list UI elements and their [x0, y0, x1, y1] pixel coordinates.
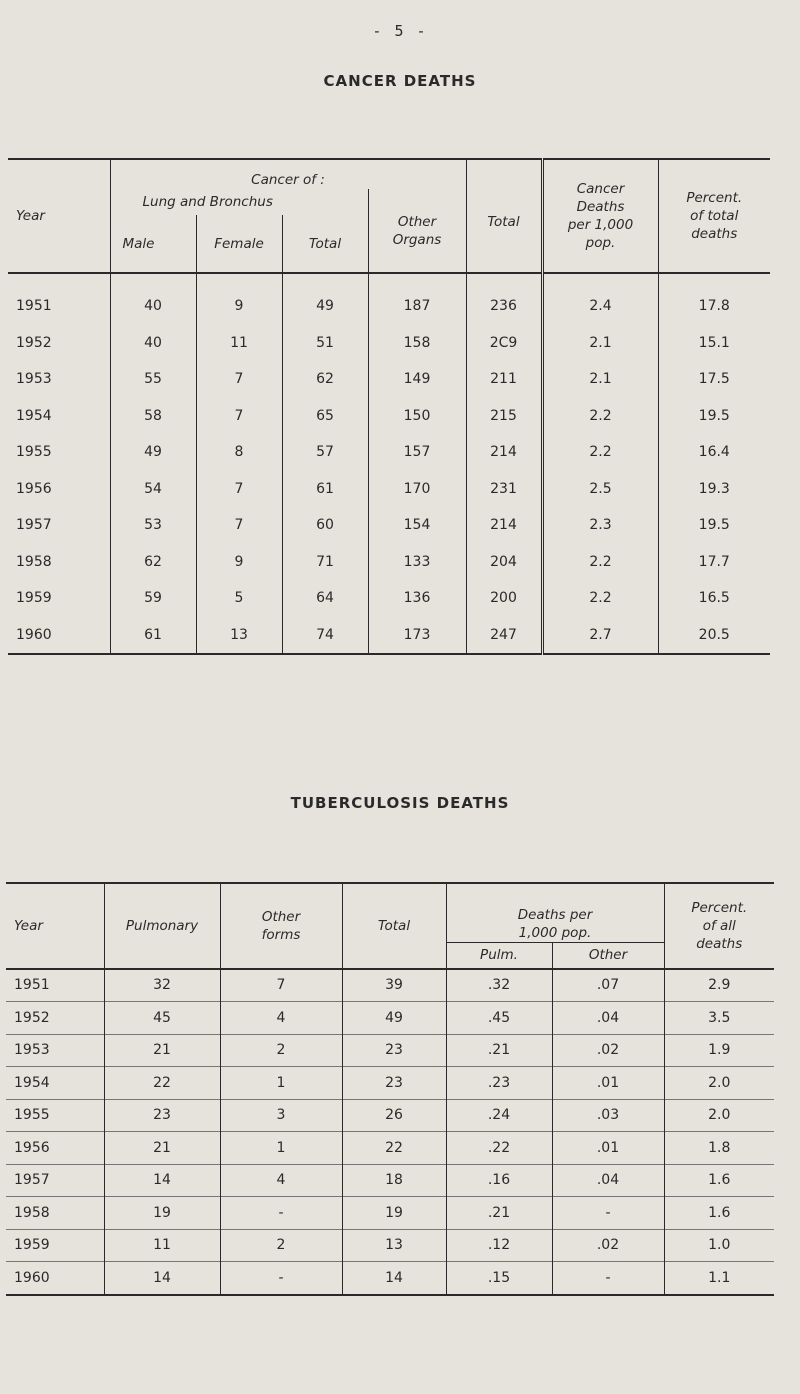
- tb-deaths-title: TUBERCULOSIS DEATHS: [290, 794, 510, 812]
- tb-col-header-total: Total: [342, 883, 446, 969]
- table-cell: .15: [446, 1262, 552, 1295]
- table-cell: 62: [110, 544, 196, 581]
- table-cell: 1.9: [664, 1034, 774, 1067]
- table-cell: 1957: [16, 517, 52, 534]
- table-cell: 9: [196, 273, 282, 325]
- table-cell: 1951: [14, 977, 50, 994]
- table-cell: 71: [282, 544, 368, 581]
- table-cell: .16: [446, 1164, 552, 1197]
- pct-header-line2: of total: [690, 208, 739, 224]
- table-cell: 1.6: [664, 1197, 774, 1230]
- table-cell: 1: [220, 1067, 342, 1100]
- tb-pct-header-line3: deaths: [696, 935, 743, 952]
- table-cell: 149: [368, 361, 466, 398]
- table-cell: .02: [552, 1229, 664, 1262]
- table-cell: .03: [552, 1099, 664, 1132]
- table-cell: 18: [342, 1164, 446, 1197]
- table-cell: 2.2: [542, 434, 658, 471]
- table-cell: 1958: [6, 1197, 104, 1230]
- table-cell: 17.8: [658, 273, 770, 325]
- pct-header-line3: deaths: [691, 226, 738, 242]
- table-cell: .24: [446, 1099, 552, 1132]
- table-cell: 14: [104, 1164, 220, 1197]
- pct-header-line1: Percent.: [686, 190, 743, 206]
- table-cell: 7: [196, 361, 282, 398]
- table-cell: -: [220, 1262, 342, 1295]
- table-cell: 61: [282, 471, 368, 508]
- table-cell: 65: [282, 398, 368, 435]
- table-cell: 26: [342, 1099, 446, 1132]
- table-cell: .45: [446, 1002, 552, 1035]
- table-cell: 15.1: [658, 325, 770, 362]
- table-cell: 4: [220, 1164, 342, 1197]
- tb-other-header-line1: Other: [261, 908, 301, 925]
- table-cell: 9: [196, 544, 282, 581]
- table-cell: 59: [110, 580, 196, 617]
- tb-deaths-per-line1: Deaths per: [517, 907, 593, 923]
- table-cell: 16.4: [658, 434, 770, 471]
- tb-col-header-deaths-per: [446, 883, 664, 943]
- cancer-deaths-title: CANCER DEATHS: [323, 72, 477, 90]
- table-cell: 49: [110, 434, 196, 471]
- table-cell: 19.5: [658, 507, 770, 544]
- col-header-cancer-of: Cancer of :: [110, 159, 466, 189]
- table-cell: 1: [220, 1132, 342, 1165]
- table-cell: 2: [220, 1229, 342, 1262]
- page-number: - 5 -: [372, 22, 428, 40]
- table-row: [8, 325, 770, 362]
- tb-col-header-percent: [664, 883, 774, 969]
- table-cell: 40: [110, 325, 196, 362]
- table-cell: 154: [368, 507, 466, 544]
- table-cell: 2.3: [542, 507, 658, 544]
- table-cell: 1954: [16, 407, 52, 424]
- table-row: [6, 1067, 774, 1100]
- rate-header-line3: per 1,000: [567, 217, 634, 233]
- table-cell: 13: [342, 1229, 446, 1262]
- table-cell: 55: [110, 361, 196, 398]
- table-cell: 204: [466, 544, 542, 581]
- table-cell: 32: [104, 969, 220, 1002]
- table-cell: 7: [196, 398, 282, 435]
- table-cell: 236: [466, 273, 542, 325]
- other-header-line1: Other: [397, 213, 437, 230]
- table-cell: 1953: [16, 371, 52, 388]
- table-cell: .21: [446, 1197, 552, 1230]
- cancer-deaths-table: [8, 158, 770, 655]
- col-header-total: Total: [466, 159, 542, 273]
- table-cell: 2.7: [542, 617, 658, 655]
- table-cell: 54: [110, 471, 196, 508]
- table-cell: 1.0: [664, 1229, 774, 1262]
- table-cell: 2.4: [542, 273, 658, 325]
- table-cell: 21: [104, 1034, 220, 1067]
- table-cell: 74: [282, 617, 368, 655]
- tb-col-header-pulmonary: Pulmonary: [104, 883, 220, 969]
- table-cell: 22: [104, 1067, 220, 1100]
- table-cell: .01: [552, 1132, 664, 1165]
- tb-deaths-per-line2: 1,000 pop.: [518, 925, 592, 941]
- table-cell: 2C9: [466, 325, 542, 362]
- table-cell: .04: [552, 1002, 664, 1035]
- table-cell: .12: [446, 1229, 552, 1262]
- table-cell: 211: [466, 361, 542, 398]
- table-cell: 39: [342, 969, 446, 1002]
- table-row: [6, 1099, 774, 1132]
- table-cell: 49: [282, 273, 368, 325]
- table-cell: 11: [196, 325, 282, 362]
- table-cell: 214: [466, 434, 542, 471]
- table-cell: 13: [196, 617, 282, 655]
- col-header-lung: Lung and Bronchus: [110, 189, 368, 215]
- table-cell: 2.2: [542, 544, 658, 581]
- rate-header-line1: Cancer: [576, 181, 625, 197]
- col-header-year: Year: [16, 208, 45, 224]
- table-cell: 1955: [16, 444, 52, 461]
- table-row: [6, 1197, 774, 1230]
- table-cell: .04: [552, 1164, 664, 1197]
- table-cell: 57: [282, 434, 368, 471]
- tb-pct-header-line1: Percent.: [691, 899, 748, 916]
- table-cell: 53: [110, 507, 196, 544]
- table-cell: 2.0: [664, 1099, 774, 1132]
- table-cell: 1.6: [664, 1164, 774, 1197]
- table-cell: 51: [282, 325, 368, 362]
- table-cell: -: [552, 1197, 664, 1230]
- table-cell: 187: [368, 273, 466, 325]
- table-cell: 5: [196, 580, 282, 617]
- table-cell: 14: [104, 1262, 220, 1295]
- table-cell: 1953: [6, 1034, 104, 1067]
- table-cell: 21: [104, 1132, 220, 1165]
- table-cell: 1957: [6, 1164, 104, 1197]
- table-row: [6, 1034, 774, 1067]
- table-cell: 19.3: [658, 471, 770, 508]
- table-cell: 2.2: [542, 580, 658, 617]
- table-row: [8, 398, 770, 435]
- table-cell: 231: [466, 471, 542, 508]
- tb-col-header-other-forms: [220, 883, 342, 969]
- rate-header-line2: Deaths: [576, 199, 625, 215]
- table-cell: 214: [466, 507, 542, 544]
- table-cell: .23: [446, 1067, 552, 1100]
- table-cell: 247: [466, 617, 542, 655]
- table-cell: 3.5: [664, 1002, 774, 1035]
- table-row: [6, 1132, 774, 1165]
- table-row: [6, 1262, 774, 1295]
- table-cell: 62: [282, 361, 368, 398]
- table-cell: 20.5: [658, 617, 770, 655]
- table-cell: 49: [342, 1002, 446, 1035]
- table-cell: 11: [104, 1229, 220, 1262]
- table-cell: 1952: [16, 334, 52, 351]
- table-cell: 1958: [16, 553, 52, 570]
- table-cell: 1960: [16, 626, 52, 643]
- table-cell: .32: [446, 969, 552, 1002]
- col-header-lung-total: Total: [282, 215, 368, 273]
- table-cell: 1959: [6, 1229, 104, 1262]
- table-row: [6, 1164, 774, 1197]
- table-cell: 17.5: [658, 361, 770, 398]
- col-header-other-organs: [368, 189, 466, 273]
- table-cell: 23: [104, 1099, 220, 1132]
- table-cell: 7: [196, 471, 282, 508]
- table-cell: 136: [368, 580, 466, 617]
- col-header-male: Male: [110, 215, 196, 273]
- table-cell: 23: [342, 1034, 446, 1067]
- table-cell: 7: [196, 507, 282, 544]
- table-cell: 2.2: [542, 398, 658, 435]
- table-cell: 215: [466, 398, 542, 435]
- table-cell: .07: [552, 969, 664, 1002]
- table-cell: 1951: [16, 298, 52, 315]
- table-cell: 3: [220, 1099, 342, 1132]
- table-cell: 8: [196, 434, 282, 471]
- table-row: [8, 580, 770, 617]
- table-row: [6, 1002, 774, 1035]
- other-header-line2: Organs: [392, 231, 442, 248]
- table-cell: 17.7: [658, 544, 770, 581]
- table-cell: 1956: [6, 1132, 104, 1165]
- table-cell: 2.5: [542, 471, 658, 508]
- table-cell: 150: [368, 398, 466, 435]
- col-header-female: Female: [196, 215, 282, 273]
- table-cell: 60: [282, 507, 368, 544]
- table-cell: 1.8: [664, 1132, 774, 1165]
- table-cell: 45: [104, 1002, 220, 1035]
- table-cell: -: [220, 1197, 342, 1230]
- table-cell: 19: [342, 1197, 446, 1230]
- table-cell: 173: [368, 617, 466, 655]
- table-cell: 14: [342, 1262, 446, 1295]
- tb-col-header-pulm: Pulm.: [446, 943, 552, 969]
- table-cell: .22: [446, 1132, 552, 1165]
- table-cell: 2: [220, 1034, 342, 1067]
- table-cell: .02: [552, 1034, 664, 1067]
- table-cell: 133: [368, 544, 466, 581]
- table-cell: 40: [110, 273, 196, 325]
- col-header-rate: [542, 159, 658, 273]
- table-cell: 1954: [6, 1067, 104, 1100]
- table-cell: 61: [110, 617, 196, 655]
- table-cell: 22: [342, 1132, 446, 1165]
- table-cell: 2.1: [542, 325, 658, 362]
- table-cell: 2.0: [664, 1067, 774, 1100]
- table-cell: 23: [342, 1067, 446, 1100]
- table-cell: .21: [446, 1034, 552, 1067]
- table-cell: 19.5: [658, 398, 770, 435]
- table-row: [6, 969, 774, 1002]
- table-cell: 157: [368, 434, 466, 471]
- table-cell: 158: [368, 325, 466, 362]
- table-cell: 170: [368, 471, 466, 508]
- table-cell: 1956: [16, 480, 52, 497]
- table-cell: 58: [110, 398, 196, 435]
- table-cell: 16.5: [658, 580, 770, 617]
- table-cell: 1955: [6, 1099, 104, 1132]
- table-cell: 1952: [6, 1002, 104, 1035]
- table-cell: 1960: [6, 1262, 104, 1295]
- tb-deaths-table: [6, 882, 774, 1296]
- col-header-percent: [658, 159, 770, 273]
- tb-col-header-year: Year: [14, 917, 43, 934]
- table-row: [8, 507, 770, 544]
- table-cell: -: [552, 1262, 664, 1295]
- table-row: [8, 544, 770, 581]
- tb-col-header-other: Other: [552, 943, 664, 969]
- table-cell: 1959: [16, 590, 52, 607]
- table-cell: 200: [466, 580, 542, 617]
- table-cell: 7: [220, 969, 342, 1002]
- table-row: [8, 434, 770, 471]
- table-row: [8, 471, 770, 508]
- table-cell: 19: [104, 1197, 220, 1230]
- table-row: [8, 273, 770, 325]
- table-cell: 2.9: [664, 969, 774, 1002]
- rate-header-line4: pop.: [585, 235, 616, 251]
- table-cell: 64: [282, 580, 368, 617]
- table-row: [6, 1229, 774, 1262]
- tb-pct-header-line2: of all: [702, 917, 736, 934]
- table-row: [8, 617, 770, 655]
- tb-other-header-line2: forms: [261, 926, 301, 943]
- table-cell: 1.1: [664, 1262, 774, 1295]
- table-cell: .01: [552, 1067, 664, 1100]
- table-row: [8, 361, 770, 398]
- table-cell: 2.1: [542, 361, 658, 398]
- table-cell: 4: [220, 1002, 342, 1035]
